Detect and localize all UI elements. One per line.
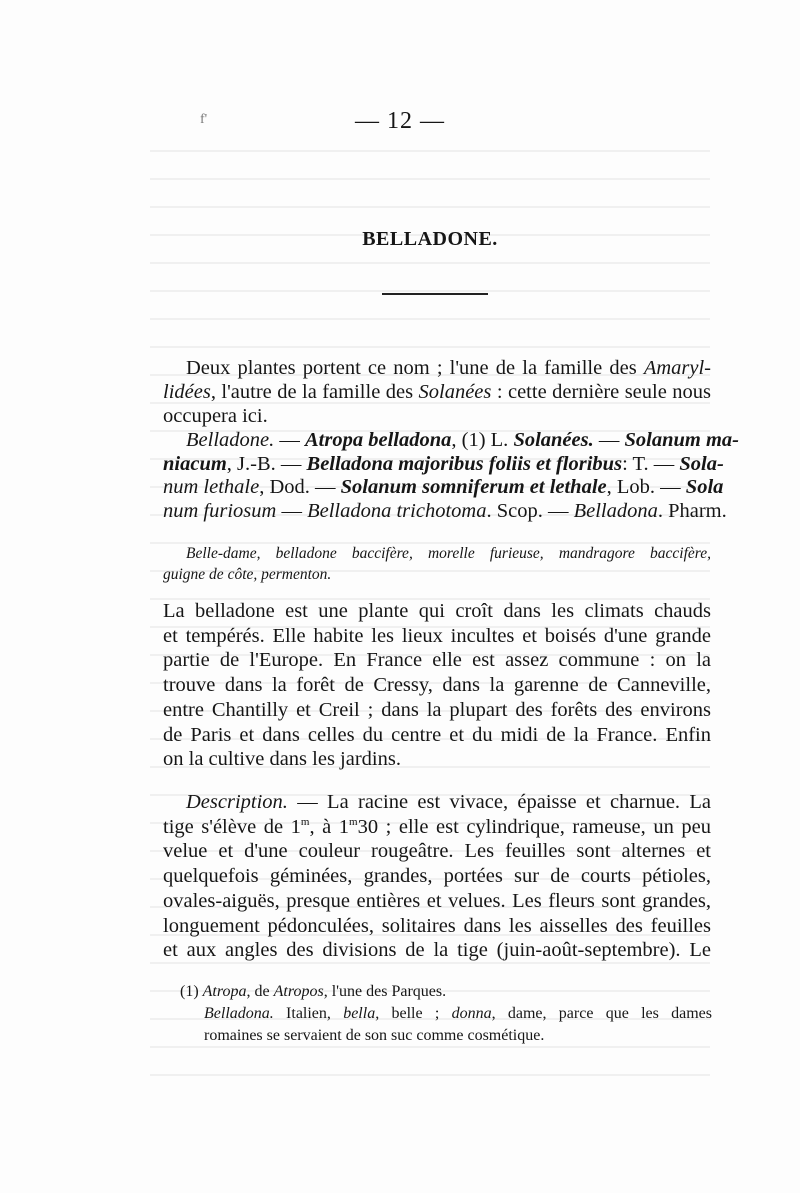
text-run: Solanées. xyxy=(513,429,594,451)
description-line xyxy=(163,864,711,888)
paragraph-line xyxy=(163,747,711,771)
text-run: . Scop. — xyxy=(486,500,574,523)
intro-line xyxy=(163,380,711,404)
text-run: , (1) L. xyxy=(451,429,514,451)
common-names-line xyxy=(163,563,711,587)
text-run: entre Chantilly et Creil ; dans la plupart des forêts des environs xyxy=(163,698,711,721)
intro-line xyxy=(186,356,711,380)
text-run: Amaryl- xyxy=(643,357,711,379)
text-run: et aux angles des divisions de la tige (juin-août-septembre). Le xyxy=(163,939,711,962)
text-run: longuement pédonculées, solitaires dans les aisselles des feuilles xyxy=(163,914,711,937)
text-run: tige s'élève de 1 xyxy=(163,815,301,838)
text-run: Atropa belladona xyxy=(305,429,452,451)
title-rule xyxy=(382,293,488,295)
margin-mark: f' xyxy=(200,112,208,127)
description-line xyxy=(163,839,711,863)
text-run: — La racine est vivace, épaisse et charnue. La xyxy=(287,791,711,813)
text-run: , Dod. — xyxy=(259,476,341,499)
text-run: Italien, xyxy=(273,1005,344,1022)
paragraph-line xyxy=(163,599,711,623)
text-run: m xyxy=(300,815,310,828)
text-run: lidées xyxy=(163,381,211,403)
text-run: Solanées xyxy=(418,381,492,403)
text-run: : T. — xyxy=(622,452,680,475)
intro-line xyxy=(163,404,711,428)
text-run: — xyxy=(274,429,305,451)
description-line xyxy=(163,815,711,839)
text-run: de Paris et dans celles du centre et du midi de la France. Enfin xyxy=(163,723,711,746)
text-run: 30 ; elle est cylindrique, rameuse, un peu xyxy=(357,815,711,838)
synonym-line xyxy=(163,499,727,523)
text-run: , Lob. — xyxy=(606,476,686,499)
text-run: donna xyxy=(451,1005,492,1022)
text-run: occupera ici. xyxy=(163,405,268,427)
description-line xyxy=(163,914,711,938)
synonym-line xyxy=(186,428,739,452)
text-run: Sola xyxy=(685,476,724,499)
text-run: romaines se servaient de son suc comme cosmétique. xyxy=(204,1027,545,1044)
footnote-line xyxy=(204,1024,712,1048)
text-run: Belladone. xyxy=(186,429,275,451)
text-run: quelquefois géminées, grandes, portées sur de courts pétioles, xyxy=(163,865,711,888)
text-run: trouve dans la forêt de Cressy, dans la garenne de Canneville, xyxy=(163,674,711,697)
text-run: La belladone est une plante qui croît dans les climats chauds xyxy=(163,600,711,622)
text-run: Atropos xyxy=(273,983,324,1000)
page-number: — 12 — xyxy=(355,108,445,134)
text-run: Belle-dame, belladone baccifère, morelle furieuse, mandragore baccifère, xyxy=(186,545,711,562)
text-run: guigne de côte, permenton. xyxy=(163,566,332,583)
text-run: bella xyxy=(343,1005,376,1022)
text-run: : cette dernière seule nous xyxy=(491,381,711,403)
text-run: on la cultive dans les jardins. xyxy=(163,748,401,771)
paragraph-line xyxy=(163,698,711,722)
text-run: Sola- xyxy=(679,452,724,475)
text-run: , l'une des Parques. xyxy=(323,983,447,1000)
text-run: velue et d'une couleur rougeâtre. Les feuilles sont alternes et xyxy=(163,840,711,863)
text-run: , l'autre de la famille des xyxy=(210,381,419,403)
footnote-line xyxy=(204,1002,712,1026)
synonym-line xyxy=(163,475,724,499)
text-run: . Pharm. xyxy=(657,500,727,523)
text-run: , dame, parce que les dames xyxy=(491,1005,713,1022)
text-run: ovales-aiguës, presque entières et velues. Les fleurs sont grandes, xyxy=(163,889,711,912)
text-run: (1) xyxy=(180,983,203,1000)
text-run: , de xyxy=(246,983,274,1000)
text-run: , J.-B. — xyxy=(226,452,307,475)
text-run: Description. xyxy=(186,791,288,813)
text-run: Belladona majoribus foliis et floribus xyxy=(306,452,623,475)
text-run: partie de l'Europe. En France elle est assez commune : on la xyxy=(163,649,711,672)
text-run: Solanum somniferum et lethale xyxy=(340,476,607,499)
text-run: Deux plantes portent ce nom ; l'une de la famille des xyxy=(186,357,644,379)
text-run: et tempérés. Elle habite les lieux incultes et boisés d'une grande xyxy=(163,624,711,647)
paragraph-line xyxy=(163,624,711,648)
text-run: — xyxy=(276,500,308,523)
description-line xyxy=(163,938,711,962)
text-run: , à 1 xyxy=(309,815,350,838)
paragraph-line xyxy=(163,648,711,672)
text-run: m xyxy=(349,815,358,828)
paragraph-line xyxy=(163,673,711,697)
text-run: Belladona xyxy=(573,500,658,523)
text-run: num furiosum xyxy=(163,500,277,523)
text-run: Solanum ma- xyxy=(624,429,739,451)
synonym-line xyxy=(163,452,724,476)
paragraph-line xyxy=(163,723,711,747)
text-run: , belle ; xyxy=(375,1005,452,1022)
description-line xyxy=(163,889,711,913)
text-run: Belladona. xyxy=(204,1005,274,1022)
footnote-line xyxy=(180,980,447,1004)
description-line xyxy=(186,790,711,814)
text-run: num lethale xyxy=(163,476,260,499)
text-run: — xyxy=(593,429,625,451)
text-run: niacum xyxy=(163,452,227,475)
text-run: Atropa xyxy=(202,983,247,1000)
page-title: BELLADONE. xyxy=(362,228,498,250)
text-run: Belladona trichotoma xyxy=(307,500,487,523)
